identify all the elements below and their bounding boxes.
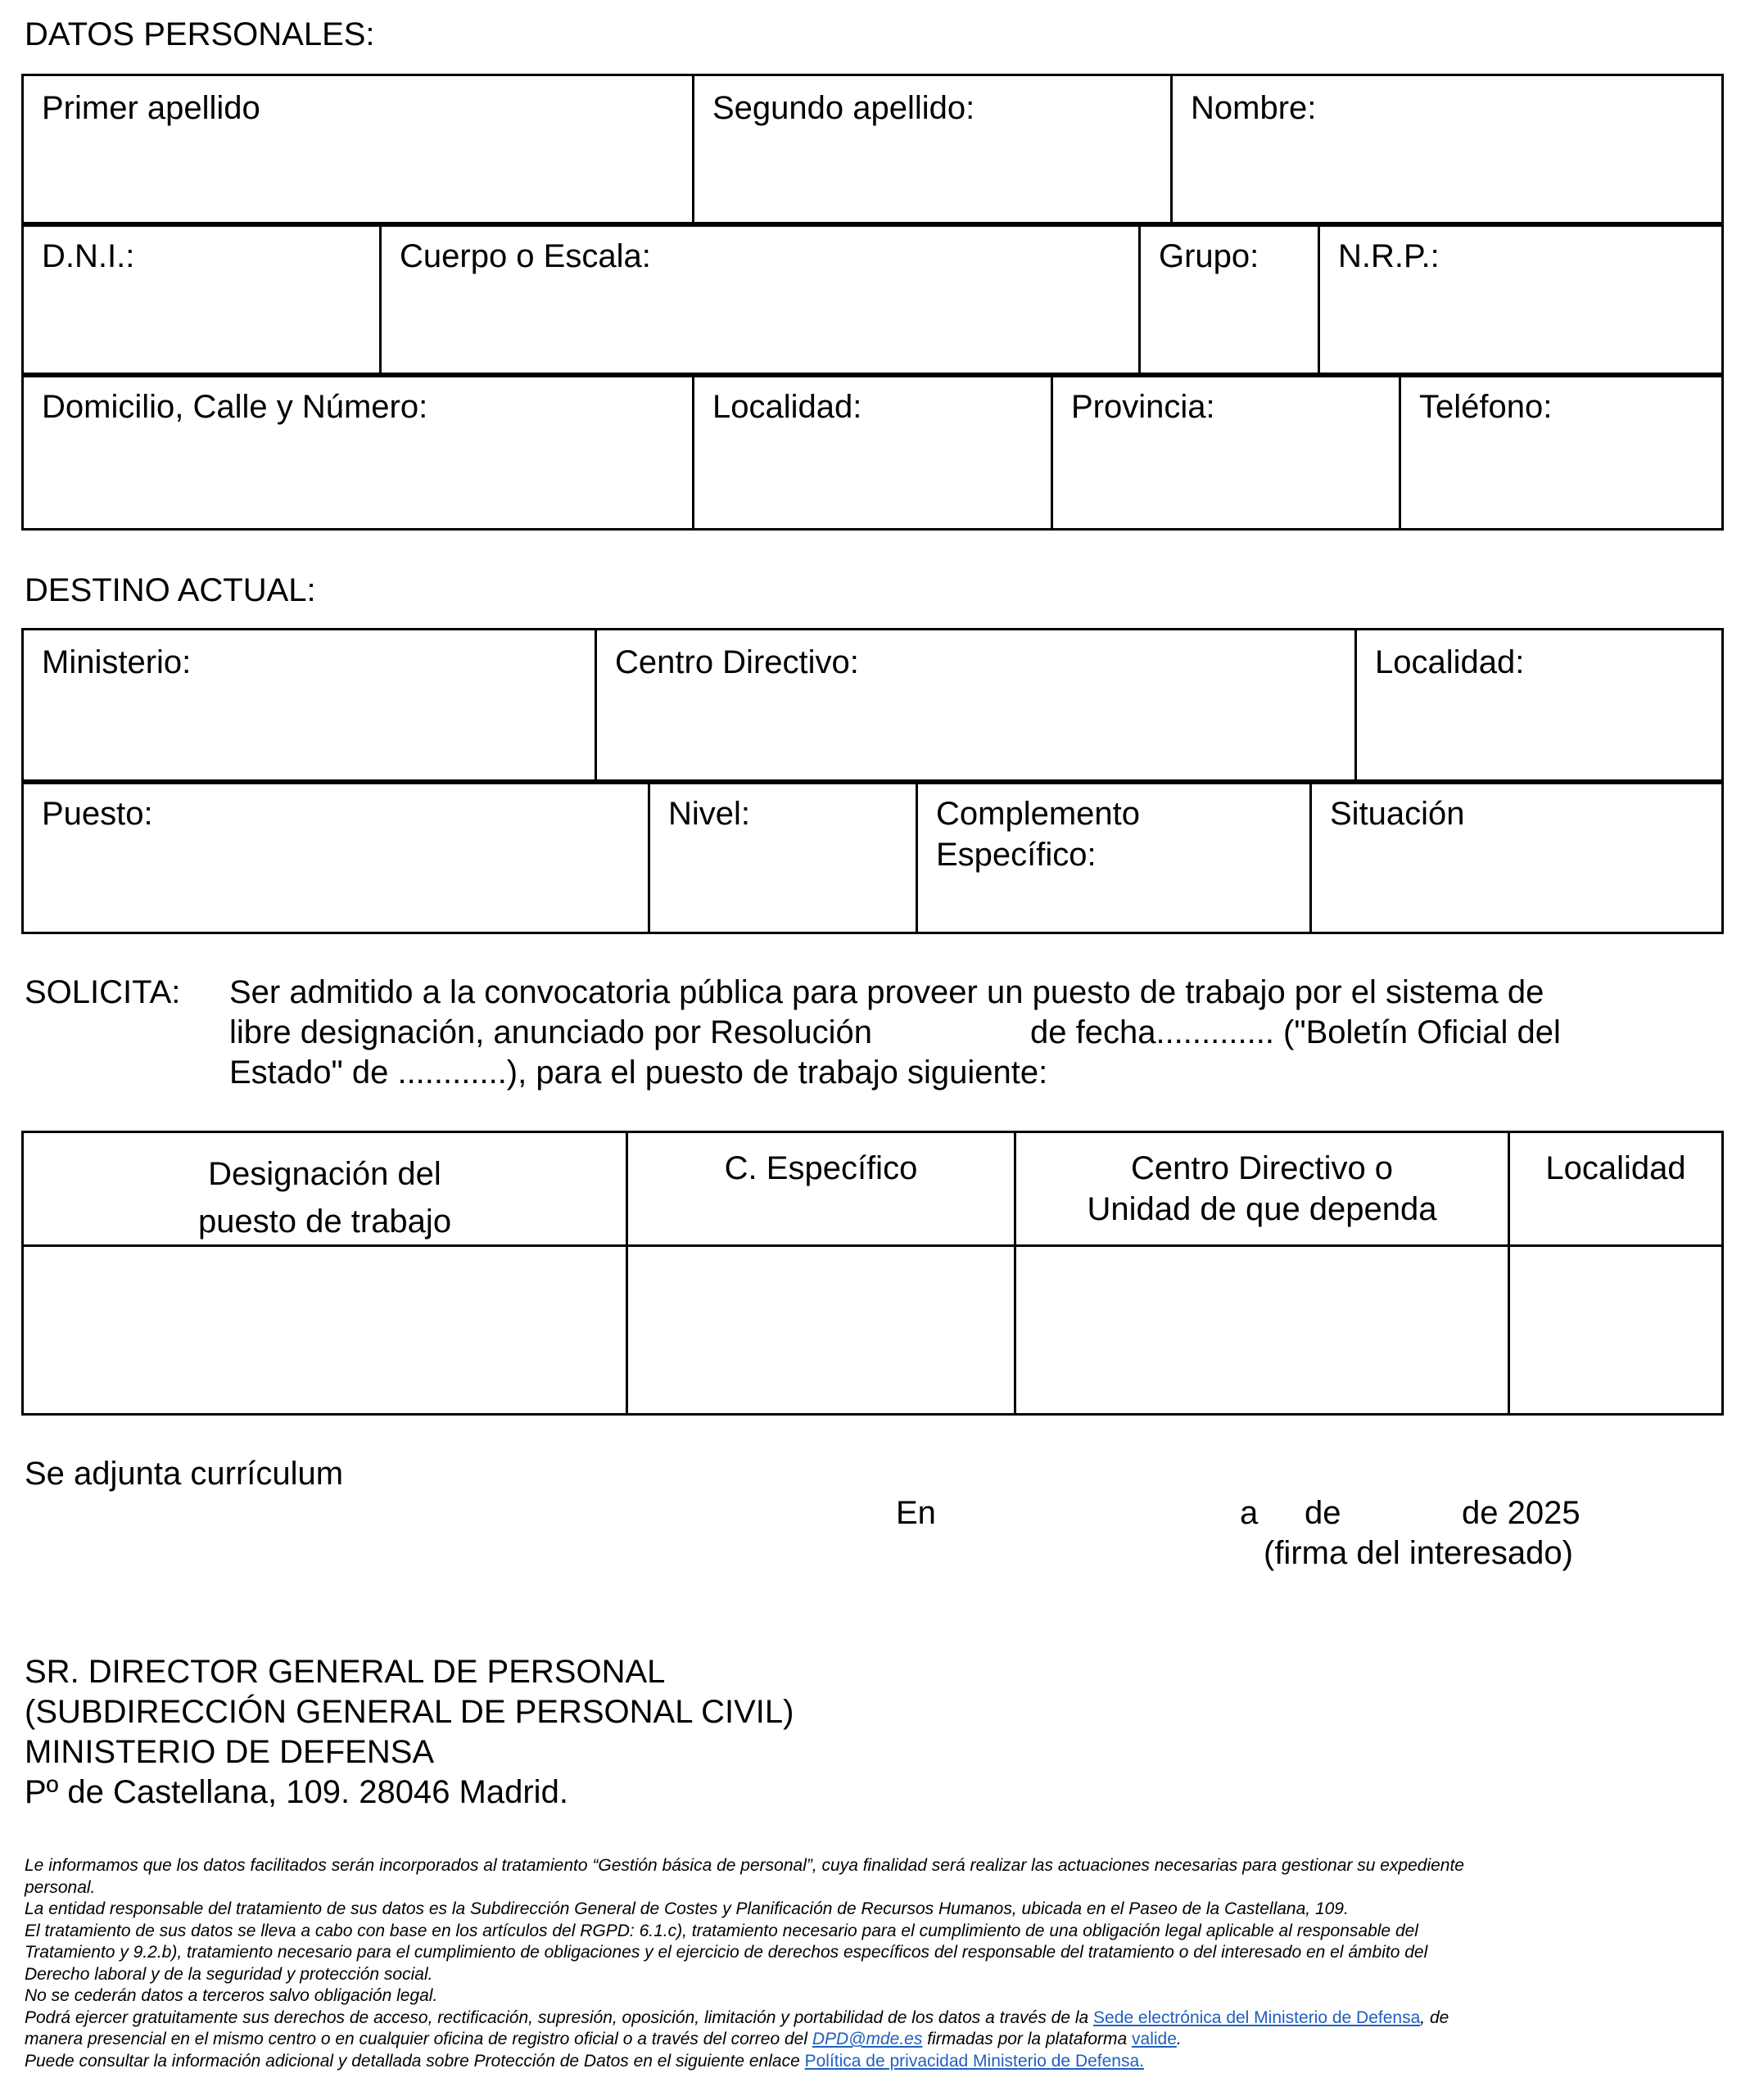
de-text: de — [1305, 1495, 1341, 1531]
grupo-field[interactable] — [1140, 224, 1319, 377]
legal-p1b: personal. — [25, 1877, 96, 1897]
datos-personales-heading: DATOS PERSONALES: — [25, 16, 375, 52]
sede-electronica-link[interactable]: Sede electrónica del Ministerio de Defensa — [1093, 2007, 1421, 2027]
firma-text: (firma del interesado) — [1264, 1535, 1573, 1571]
legal-p5a — [25, 2007, 1712, 2030]
legal-p6 — [25, 2051, 1712, 2073]
centro-directivo-header-line2: Unidad de que dependa — [1087, 1191, 1437, 1227]
centro-directivo-field[interactable] — [596, 630, 1356, 784]
dni-label: D.N.I.: — [42, 238, 135, 274]
complemento-label-line1: Complemento — [936, 796, 1141, 832]
puesto-solicitado-table — [21, 1131, 1724, 1416]
grupo-label: Grupo: — [1159, 238, 1259, 274]
designacion-header-line2: puesto de trabajo — [197, 1204, 452, 1240]
address-line4: Pº de Castellana, 109. 28046 Madrid. — [25, 1774, 568, 1810]
address-line2: (SUBDIRECCIÓN GENERAL DE PERSONAL CIVIL) — [25, 1694, 794, 1730]
situacion-label: Situación — [1330, 796, 1465, 832]
solicita-label: SOLICITA: — [25, 974, 181, 1010]
segundo-apellido-label: Segundo apellido: — [712, 90, 975, 126]
telefono-field[interactable] — [1400, 374, 1723, 530]
localidad-label: Localidad: — [712, 389, 862, 425]
designacion-header-line1: Designación del — [208, 1156, 441, 1192]
destino-actual-heading: DESTINO ACTUAL: — [25, 572, 316, 608]
domicilio-label: Domicilio, Calle y Número: — [42, 389, 428, 425]
address-line1: SR. DIRECTOR GENERAL DE PERSONAL — [25, 1654, 666, 1690]
nivel-field[interactable] — [649, 781, 917, 933]
telefono-label: Teléfono: — [1419, 389, 1553, 425]
provincia-label: Provincia: — [1071, 389, 1215, 425]
solicita-line2b: de fecha............. ("Boletín Oficial del — [1030, 1014, 1561, 1050]
legal-p2: La entidad responsable del tratamiento de sus datos es la Subdirección General de Costes y Planificación de Recursos Humanos, ubicada en el Paseo de la Castellana, 109. — [25, 1899, 1349, 1918]
c-especifico-cell[interactable] — [627, 1246, 1015, 1415]
nivel-label: Nivel: — [668, 796, 751, 832]
solicita-line3: Estado" de ............), para el puesto de trabajo siguiente: — [229, 1055, 1048, 1091]
puesto-label: Puesto: — [42, 796, 153, 832]
solicita-line1: Ser admitido a la convocatoria pública para proveer un puesto de trabajo por el sistema de — [229, 974, 1544, 1010]
primer-apellido-field[interactable] — [23, 75, 694, 226]
designacion-cell[interactable] — [23, 1246, 627, 1415]
cuerpo-escala-label: Cuerpo o Escala: — [400, 238, 651, 274]
segundo-apellido-field[interactable] — [694, 75, 1172, 226]
provincia-field[interactable] — [1052, 374, 1400, 530]
localidad-cell[interactable] — [1509, 1246, 1723, 1415]
legal-p5b — [25, 2029, 1712, 2051]
designacion-header — [23, 1132, 627, 1246]
en-text: En — [896, 1495, 936, 1531]
centro-directivo-label: Centro Directivo: — [615, 644, 859, 680]
legal-p1a: Le informamos que los datos facilitados serán incorporados al tratamiento “Gestión básica de personal”, cuya finalidad será realizar las actuaciones necesarias para gestionar su expediente — [25, 1856, 1464, 1875]
de-year-text: de 2025 — [1462, 1495, 1580, 1531]
legal-p4: No se cederán datos a terceros salvo obligación legal. — [25, 1986, 438, 2005]
complemento-label-line2: Específico: — [936, 837, 1097, 873]
legal-p6-text: Puede consultar la información adicional y detallada sobre Protección de Datos en el siguiente enlace — [25, 2051, 800, 2071]
destino-localidad-field[interactable] — [1356, 630, 1723, 784]
nrp-field[interactable] — [1319, 224, 1723, 377]
destino-actual-row2 — [21, 779, 1724, 934]
legal-p5a-text: Podrá ejercer gratuitamente sus derechos de acceso, rectificación, supresión, oposición, limitación y portabilidad de los datos a través de la — [25, 2007, 1089, 2027]
localidad-header-label: Localidad — [1545, 1150, 1686, 1186]
localidad-field[interactable] — [694, 374, 1052, 530]
localidad-header — [1509, 1132, 1723, 1246]
centro-directivo-header-line1: Centro Directivo o — [1130, 1150, 1394, 1186]
nombre-field[interactable] — [1172, 75, 1723, 226]
c-especifico-header-label: C. Específico — [724, 1150, 918, 1186]
puesto-field[interactable] — [23, 781, 649, 933]
a-text: a — [1240, 1495, 1259, 1531]
cuerpo-escala-field[interactable] — [381, 224, 1140, 377]
centro-directivo-cell[interactable] — [1015, 1246, 1509, 1415]
c-especifico-header — [627, 1132, 1015, 1246]
address-line3: MINISTERIO DE DEFENSA — [25, 1734, 435, 1770]
nombre-label: Nombre: — [1191, 90, 1317, 126]
dpd-email-link[interactable]: DPD@mde.es — [812, 2030, 923, 2048]
legal-notice — [25, 1855, 1712, 2072]
legal-p5a-post: , de — [1420, 2007, 1449, 2027]
legal-p5b-mid: firmadas por la plataforma — [927, 2030, 1128, 2048]
situacion-field[interactable] — [1311, 781, 1723, 933]
ministerio-label: Ministerio: — [42, 644, 192, 680]
complemento-especifico-field[interactable] — [917, 781, 1311, 933]
datos-personales-row2 — [21, 222, 1724, 377]
valide-link[interactable]: valide — [1132, 2030, 1177, 2048]
solicita-line2a: libre designación, anunciado por Resolución — [229, 1014, 872, 1050]
destino-actual-row1 — [21, 628, 1724, 784]
legal-p3a: El tratamiento de sus datos se lleva a cabo con base en los artículos del RGPD: 6.1.c), tratamiento necesario para el cumplimiento de una obligación legal aplicable al responsable del — [25, 1921, 1418, 1940]
destino-localidad-label: Localidad: — [1375, 644, 1525, 680]
ministerio-field[interactable] — [23, 630, 596, 784]
primer-apellido-label: Primer apellido — [42, 90, 260, 126]
legal-p3b: Tratamiento y 9.2.b), tratamiento necesario para el cumplimiento de obligaciones y el ejercicio de derechos específicos del responsable del tratamiento o del interesado en el ámbito del — [25, 1943, 1428, 1962]
curriculum-text: Se adjunta currículum — [25, 1456, 344, 1492]
legal-p3c: Derecho laboral y de la seguridad y protección social. — [25, 1964, 433, 1984]
politica-privacidad-link[interactable]: Política de privacidad Ministerio de Defensa. — [804, 2051, 1144, 2071]
datos-personales-row3 — [21, 373, 1724, 531]
dni-field[interactable] — [23, 224, 381, 377]
domicilio-field[interactable] — [23, 374, 694, 530]
legal-p5b-post: . — [1176, 2030, 1182, 2048]
datos-personales-table — [21, 74, 1724, 227]
nrp-label: N.R.P.: — [1338, 238, 1440, 274]
legal-p5b-text: manera presencial en el mismo centro o en cualquier oficina de registro oficial o a través del correo del — [25, 2030, 807, 2048]
centro-directivo-header — [1015, 1132, 1509, 1246]
